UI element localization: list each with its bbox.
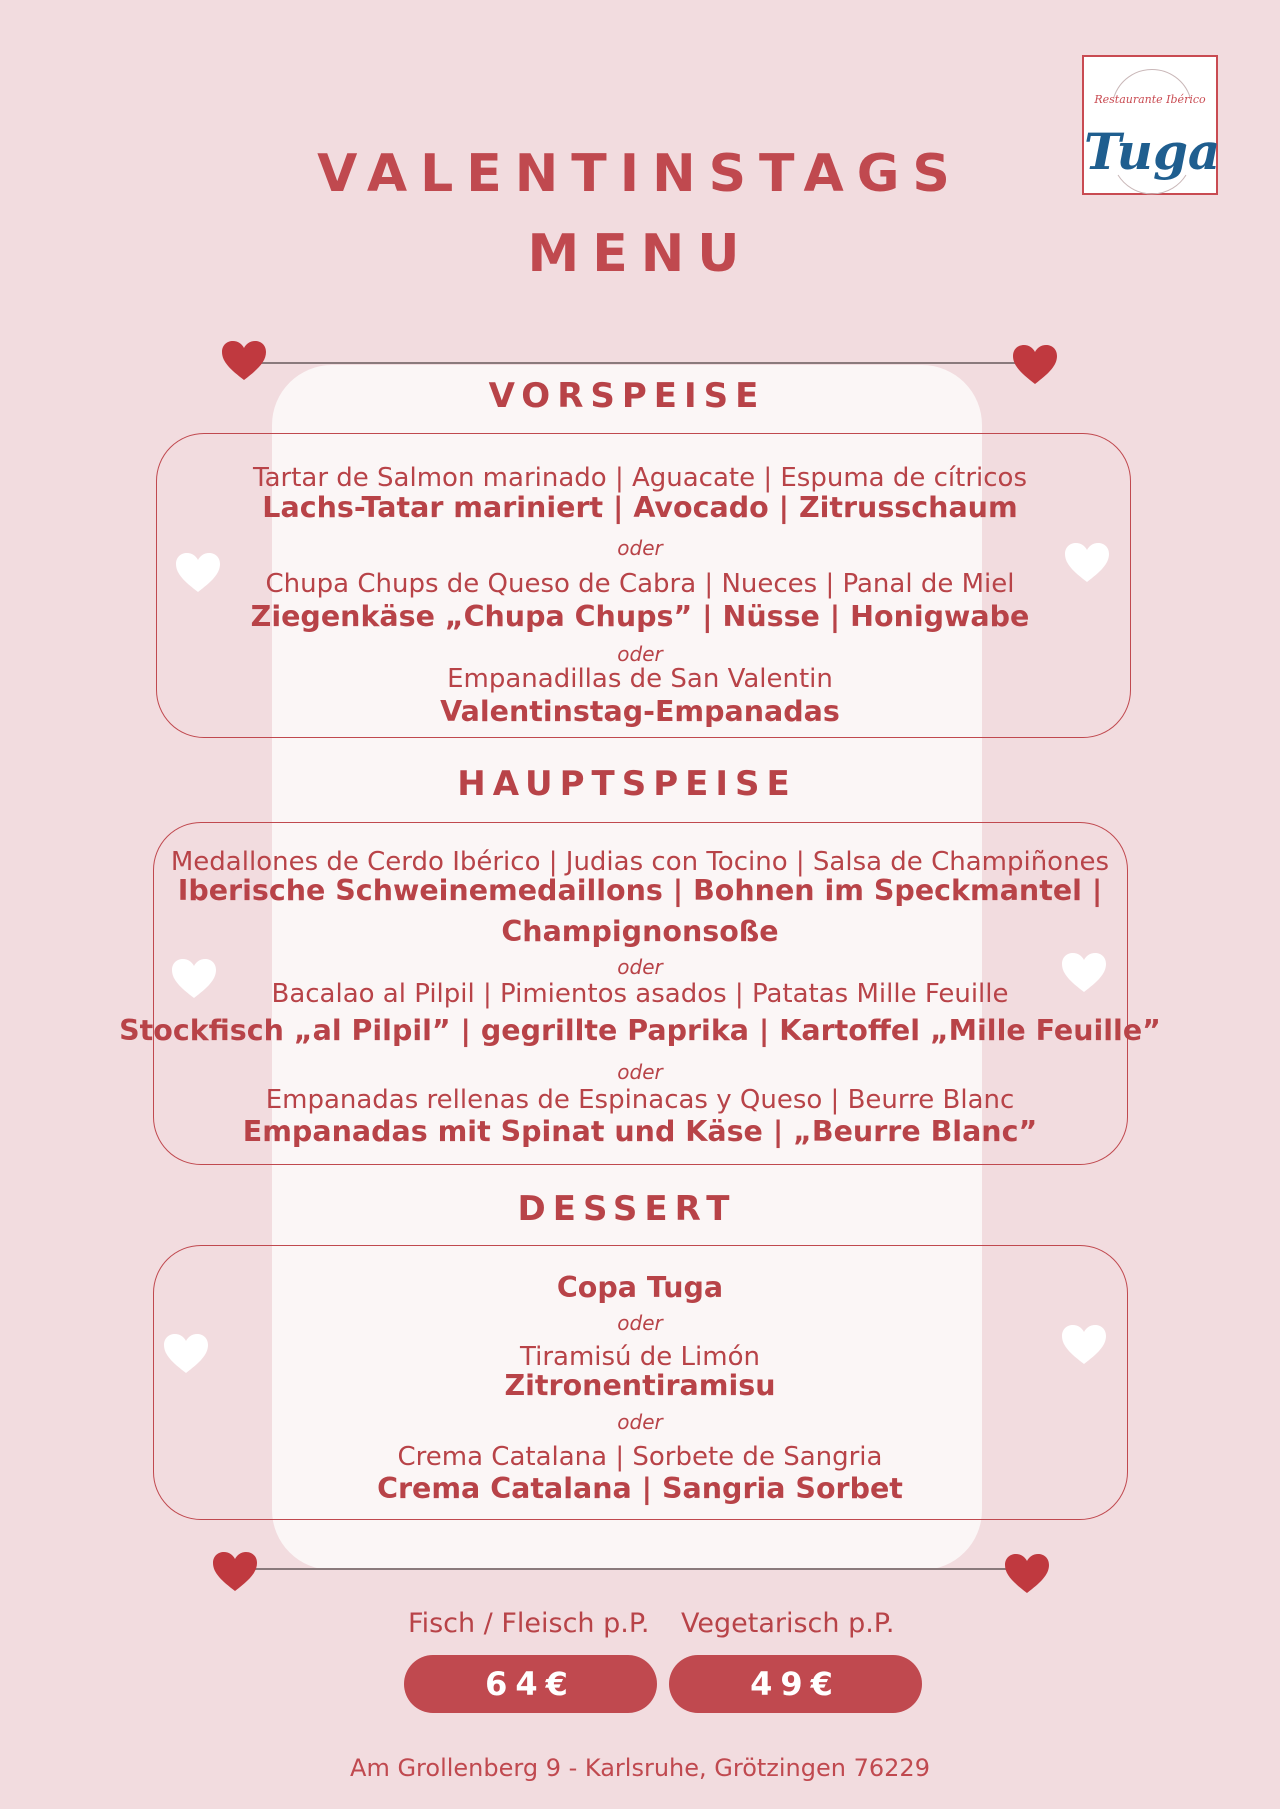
- dessert-3-es: Crema Catalana | Sorbete de Sangria: [397, 1442, 883, 1472]
- hauptspeise-1-de-line2: Champignonsoße: [501, 915, 779, 948]
- oder-label: oder: [617, 642, 663, 666]
- bottom-divider: [236, 1568, 1028, 1570]
- heart-icon: [212, 1551, 258, 1593]
- oder-label: oder: [617, 1311, 663, 1335]
- dessert-3-de: Crema Catalana | Sangria Sorbet: [377, 1472, 903, 1505]
- logo-subtitle: Restaurante Ibérico: [1094, 93, 1206, 106]
- top-divider: [244, 362, 1036, 364]
- hauptspeise-3-de: Empanadas mit Spinat und Käse | „Beurre Blanc”: [242, 1115, 1038, 1148]
- dessert-2-de: Zitronentiramisu: [504, 1369, 776, 1402]
- vorspeise-3-de: Valentinstag-Empanadas: [440, 695, 840, 728]
- vorspeise-2-es: Chupa Chups de Queso de Cabra | Nueces | Panal de Miel: [265, 569, 1015, 599]
- price-badge-fleisch: 64€: [404, 1655, 657, 1713]
- oder-label: oder: [617, 536, 663, 560]
- dessert-2-es: Tiramisú de Limón: [520, 1342, 760, 1372]
- heart-icon: [1012, 344, 1058, 386]
- price-badge-vegetarisch: 49€: [669, 1655, 922, 1713]
- vorspeise-1-es: Tartar de Salmon marinado | Aguacate | Espuma de cítricos: [253, 463, 1027, 493]
- menu-title-line1: VALENTINSTAGS: [317, 144, 963, 204]
- heart-icon: [1004, 1553, 1050, 1595]
- oder-label: oder: [617, 955, 663, 979]
- hauptspeise-2-es: Bacalao al Pilpil | Pimientos asados | Patatas Mille Feuille: [271, 979, 1009, 1009]
- vorspeise-2-de: Ziegenkäse „Chupa Chups” | Nüsse | Honigwabe: [250, 600, 1030, 633]
- oder-label: oder: [617, 1410, 663, 1434]
- hauptspeise-1-de-line1: Iberische Schweinemedaillons | Bohnen im Speckmantel |: [177, 874, 1103, 907]
- address: Am Grollenberg 9 - Karlsruhe, Grötzingen 76229: [350, 1754, 930, 1782]
- dessert-1-de: Copa Tuga: [556, 1271, 724, 1304]
- hauptspeise-1-es: Medallones de Cerdo Ibérico | Judias con Tocino | Salsa de Champiñones: [170, 847, 1110, 877]
- oder-label: oder: [617, 1060, 663, 1084]
- logo-wordmark: Tuga: [1084, 122, 1221, 181]
- price-label-fleisch: Fisch / Fleisch p.P.: [408, 1608, 650, 1639]
- section-title-hauptspeise: HAUPTSPEISE: [457, 764, 797, 804]
- price-label-vegetarisch: Vegetarisch p.P.: [681, 1608, 895, 1639]
- section-title-vorspeise: VORSPEISE: [488, 376, 766, 416]
- hauptspeise-2-de: Stockfisch „al Pilpil” | gegrillte Paprika | Kartoffel „Mille Feuille”: [119, 1014, 1161, 1047]
- hauptspeise-3-es: Empanadas rellenas de Espinacas y Queso | Beurre Blanc: [265, 1085, 1015, 1115]
- section-title-dessert: DESSERT: [517, 1189, 737, 1229]
- menu-title-line2: MENU: [527, 224, 753, 284]
- vorspeise-3-es: Empanadillas de San Valentin: [447, 664, 833, 694]
- heart-icon: [221, 340, 267, 382]
- vorspeise-1-de: Lachs-Tatar mariniert | Avocado | Zitrusschaum: [262, 491, 1018, 524]
